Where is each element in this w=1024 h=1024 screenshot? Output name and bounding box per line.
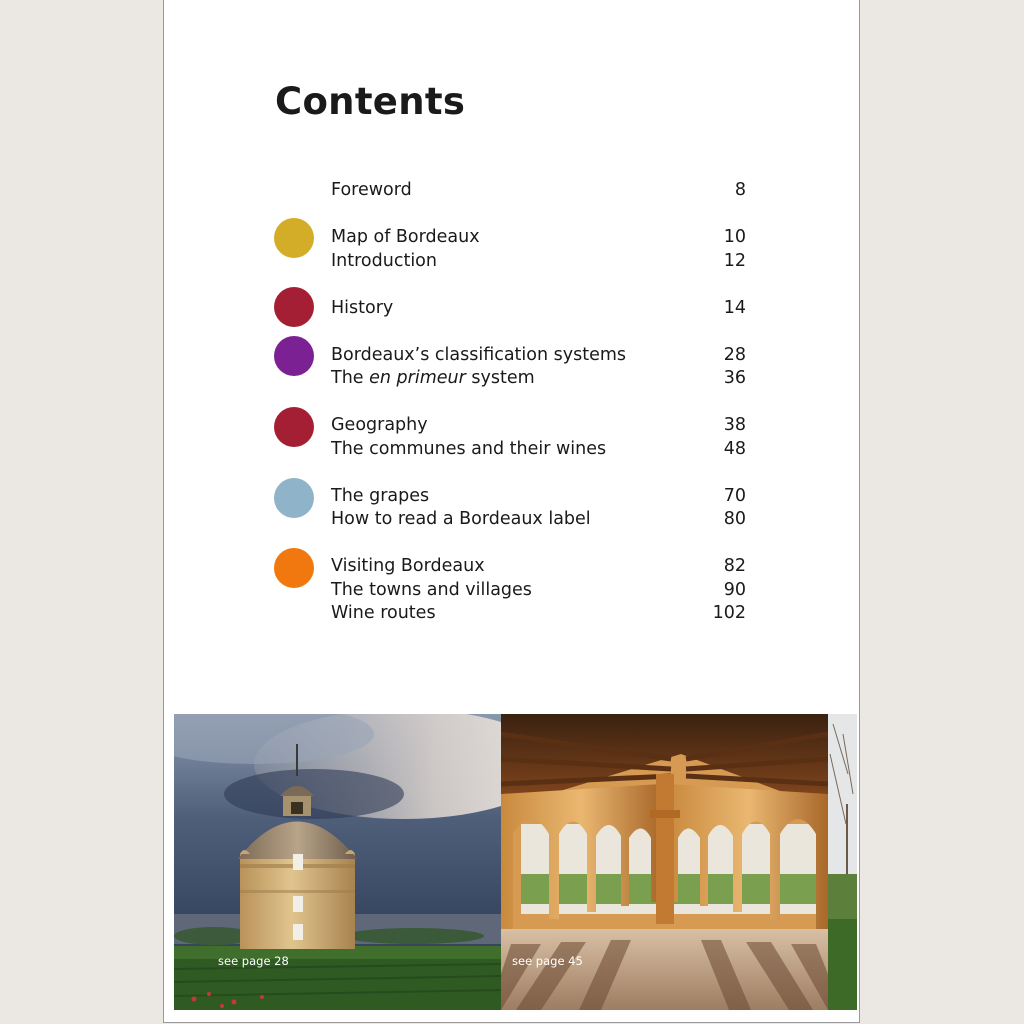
toc-entry-label-guide[interactable] [331, 509, 746, 533]
toc-entry-foreword[interactable] [331, 180, 746, 204]
toc-entry-geography[interactable] [331, 415, 746, 439]
toc-page-number: 90 [723, 580, 746, 600]
toc-page-number: 48 [723, 439, 746, 459]
toc-label: Foreword [331, 180, 412, 200]
toc-label: Wine routes [331, 603, 436, 623]
toc-entry-communes[interactable] [331, 439, 746, 463]
photo-strip [174, 714, 857, 1010]
section-dot-classification [274, 336, 314, 376]
toc-page-number: 102 [712, 603, 746, 623]
toc-label: Geography [331, 415, 428, 435]
toc-entry-wine-routes[interactable] [331, 603, 746, 627]
toc-label: Map of Bordeaux [331, 227, 480, 247]
toc-entry-introduction[interactable] [331, 251, 746, 275]
toc-label: How to read a Bordeaux label [331, 509, 591, 529]
toc-page-number: 8 [734, 180, 746, 200]
vineyard-edge-image [828, 714, 857, 1010]
photo-cloister [501, 714, 828, 1010]
toc-page-number: 36 [723, 368, 746, 388]
toc-entry-history[interactable] [331, 298, 746, 322]
toc-label: Introduction [331, 251, 437, 271]
section-dot-map [274, 218, 314, 258]
toc-entry-en-primeur[interactable] [331, 368, 746, 392]
toc-page-number: 10 [723, 227, 746, 247]
photo-caption: see page 45 [512, 954, 583, 968]
toc-label-pre: The [331, 368, 370, 388]
toc-label [331, 368, 535, 388]
toc-entry-classification[interactable] [331, 345, 746, 369]
toc-page-number: 38 [723, 415, 746, 435]
toc-label: History [331, 298, 394, 318]
contents-page [163, 0, 860, 1023]
section-dot-visiting [274, 548, 314, 588]
toc-label: Bordeaux’s classification systems [331, 345, 627, 365]
toc-label: The towns and villages [331, 580, 532, 600]
toc-label-italic: en primeur [369, 368, 466, 388]
page-title: Contents [275, 80, 466, 123]
toc-page-number: 82 [723, 556, 746, 576]
toc-label: The communes and their wines [331, 439, 607, 459]
toc-page-number: 70 [723, 486, 746, 506]
toc-entry-grapes[interactable] [331, 486, 746, 510]
section-dot-history [274, 287, 314, 327]
toc-page-number: 80 [723, 509, 746, 529]
toc-page-number: 28 [723, 345, 746, 365]
toc-entry-visiting[interactable] [331, 556, 746, 580]
toc-page-number: 12 [723, 251, 746, 271]
section-dot-geography [274, 407, 314, 447]
photo-vineyard-edge [828, 714, 857, 1010]
toc-entry-map[interactable] [331, 227, 746, 251]
photo-caption: see page 28 [218, 954, 289, 968]
toc-label: Visiting Bordeaux [331, 556, 485, 576]
toc-label: The grapes [331, 486, 430, 506]
toc-label-post: system [465, 368, 535, 388]
toc-entry-towns[interactable] [331, 580, 746, 604]
photo-chateau-tower [174, 714, 501, 1010]
toc-page-number: 14 [723, 298, 746, 318]
section-dot-grapes [274, 478, 314, 518]
